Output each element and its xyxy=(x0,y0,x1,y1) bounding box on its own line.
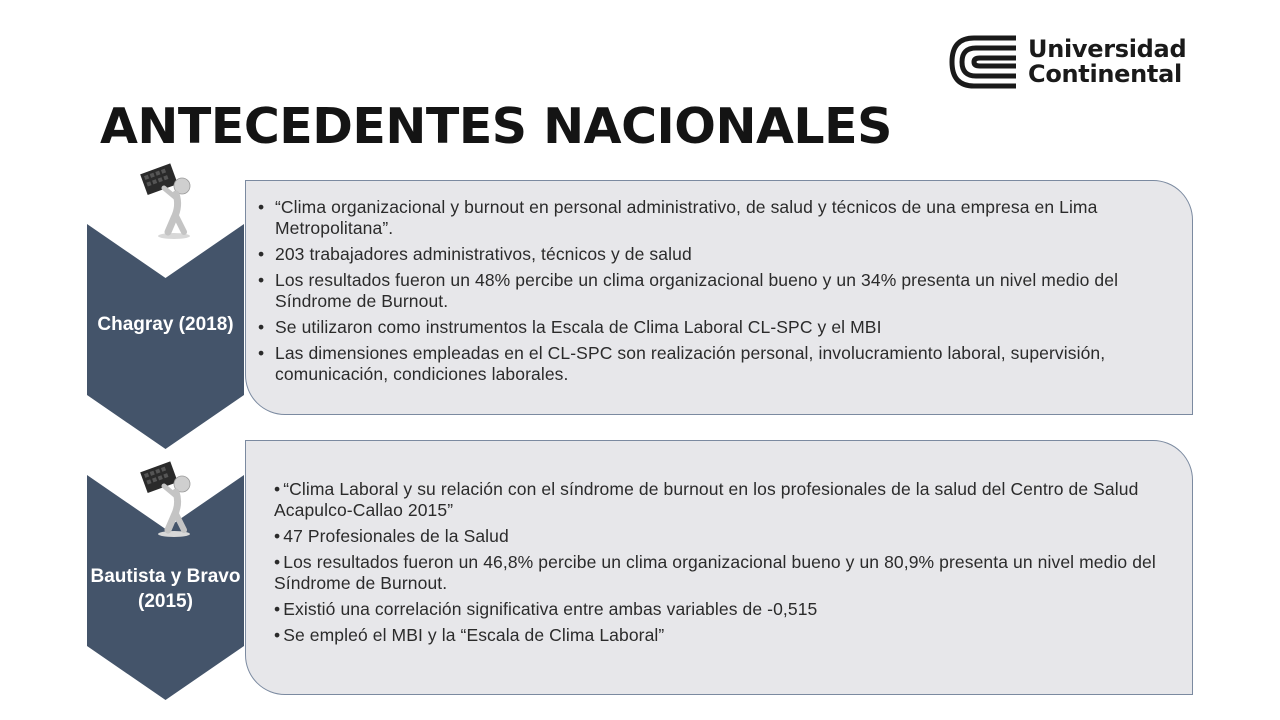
list-item-text: “Clima Laboral y su relación con el síndrome de burnout en los profesionales de la salud del Centro de Salud Acapulco-Callao 2015” xyxy=(274,479,1139,520)
list-item xyxy=(274,625,1172,646)
list-item xyxy=(274,599,1172,620)
list-item: • Las dimensiones empleadas en el CL-SPC son realización personal, involucramiento laboral, supervisión, comunicación, condiciones laborales. xyxy=(258,343,1172,385)
university-logo xyxy=(948,34,1198,90)
bullet-glyph: • xyxy=(274,599,281,619)
list-item: • “Clima organizacional y burnout en personal administrativo, de salud y técnicos de una empresa en Lima Metropolitana”. xyxy=(258,197,1172,239)
bullet-glyph: • xyxy=(274,479,281,499)
content-panel-chagray xyxy=(245,180,1193,415)
carrying-box-figure-icon xyxy=(140,160,200,240)
bullet-list xyxy=(258,197,1172,385)
list-item xyxy=(274,479,1172,521)
list-item: • Se utilizaron como instrumentos la Escala de Clima Laboral CL-SPC y el MBI xyxy=(258,317,1172,338)
page-title: ANTECEDENTES NACIONALES xyxy=(100,98,892,155)
logo-text-line1: Universidad xyxy=(1028,35,1187,63)
logo-mark-icon xyxy=(948,34,1018,90)
section-label-bautista: Bautista y Bravo (2015) xyxy=(90,566,241,612)
content-panel-bautista xyxy=(245,440,1193,695)
list-item-text: Se empleó el MBI y la “Escala de Clima Laboral” xyxy=(283,625,665,645)
list-item xyxy=(274,526,1172,547)
bullet-list xyxy=(274,479,1172,646)
list-item xyxy=(274,552,1172,594)
carrying-box-figure-icon xyxy=(140,458,200,538)
list-item: • 203 trabajadores administrativos, técnicos y de salud xyxy=(258,244,1172,265)
bullet-glyph: • xyxy=(274,526,281,546)
list-item-text: Existió una correlación significativa entre ambas variables de -0,515 xyxy=(283,599,818,619)
list-item-text: Los resultados fueron un 46,8% percibe un clima organizacional bueno y un 80,9% presenta un nivel medio del Síndrome de Burnout. xyxy=(274,552,1156,593)
list-item-text: 47 Profesionales de la Salud xyxy=(283,526,509,546)
section-label-chagray: Chagray (2018) xyxy=(97,314,234,335)
bullet-glyph: • xyxy=(274,552,281,572)
bullet-glyph: • xyxy=(274,625,281,645)
list-item: • Los resultados fueron un 48% percibe un clima organizacional bueno y un 34% presenta un nivel medio del Síndrome de Burnout. xyxy=(258,270,1172,312)
logo-text-line2: Continental xyxy=(1028,60,1182,88)
